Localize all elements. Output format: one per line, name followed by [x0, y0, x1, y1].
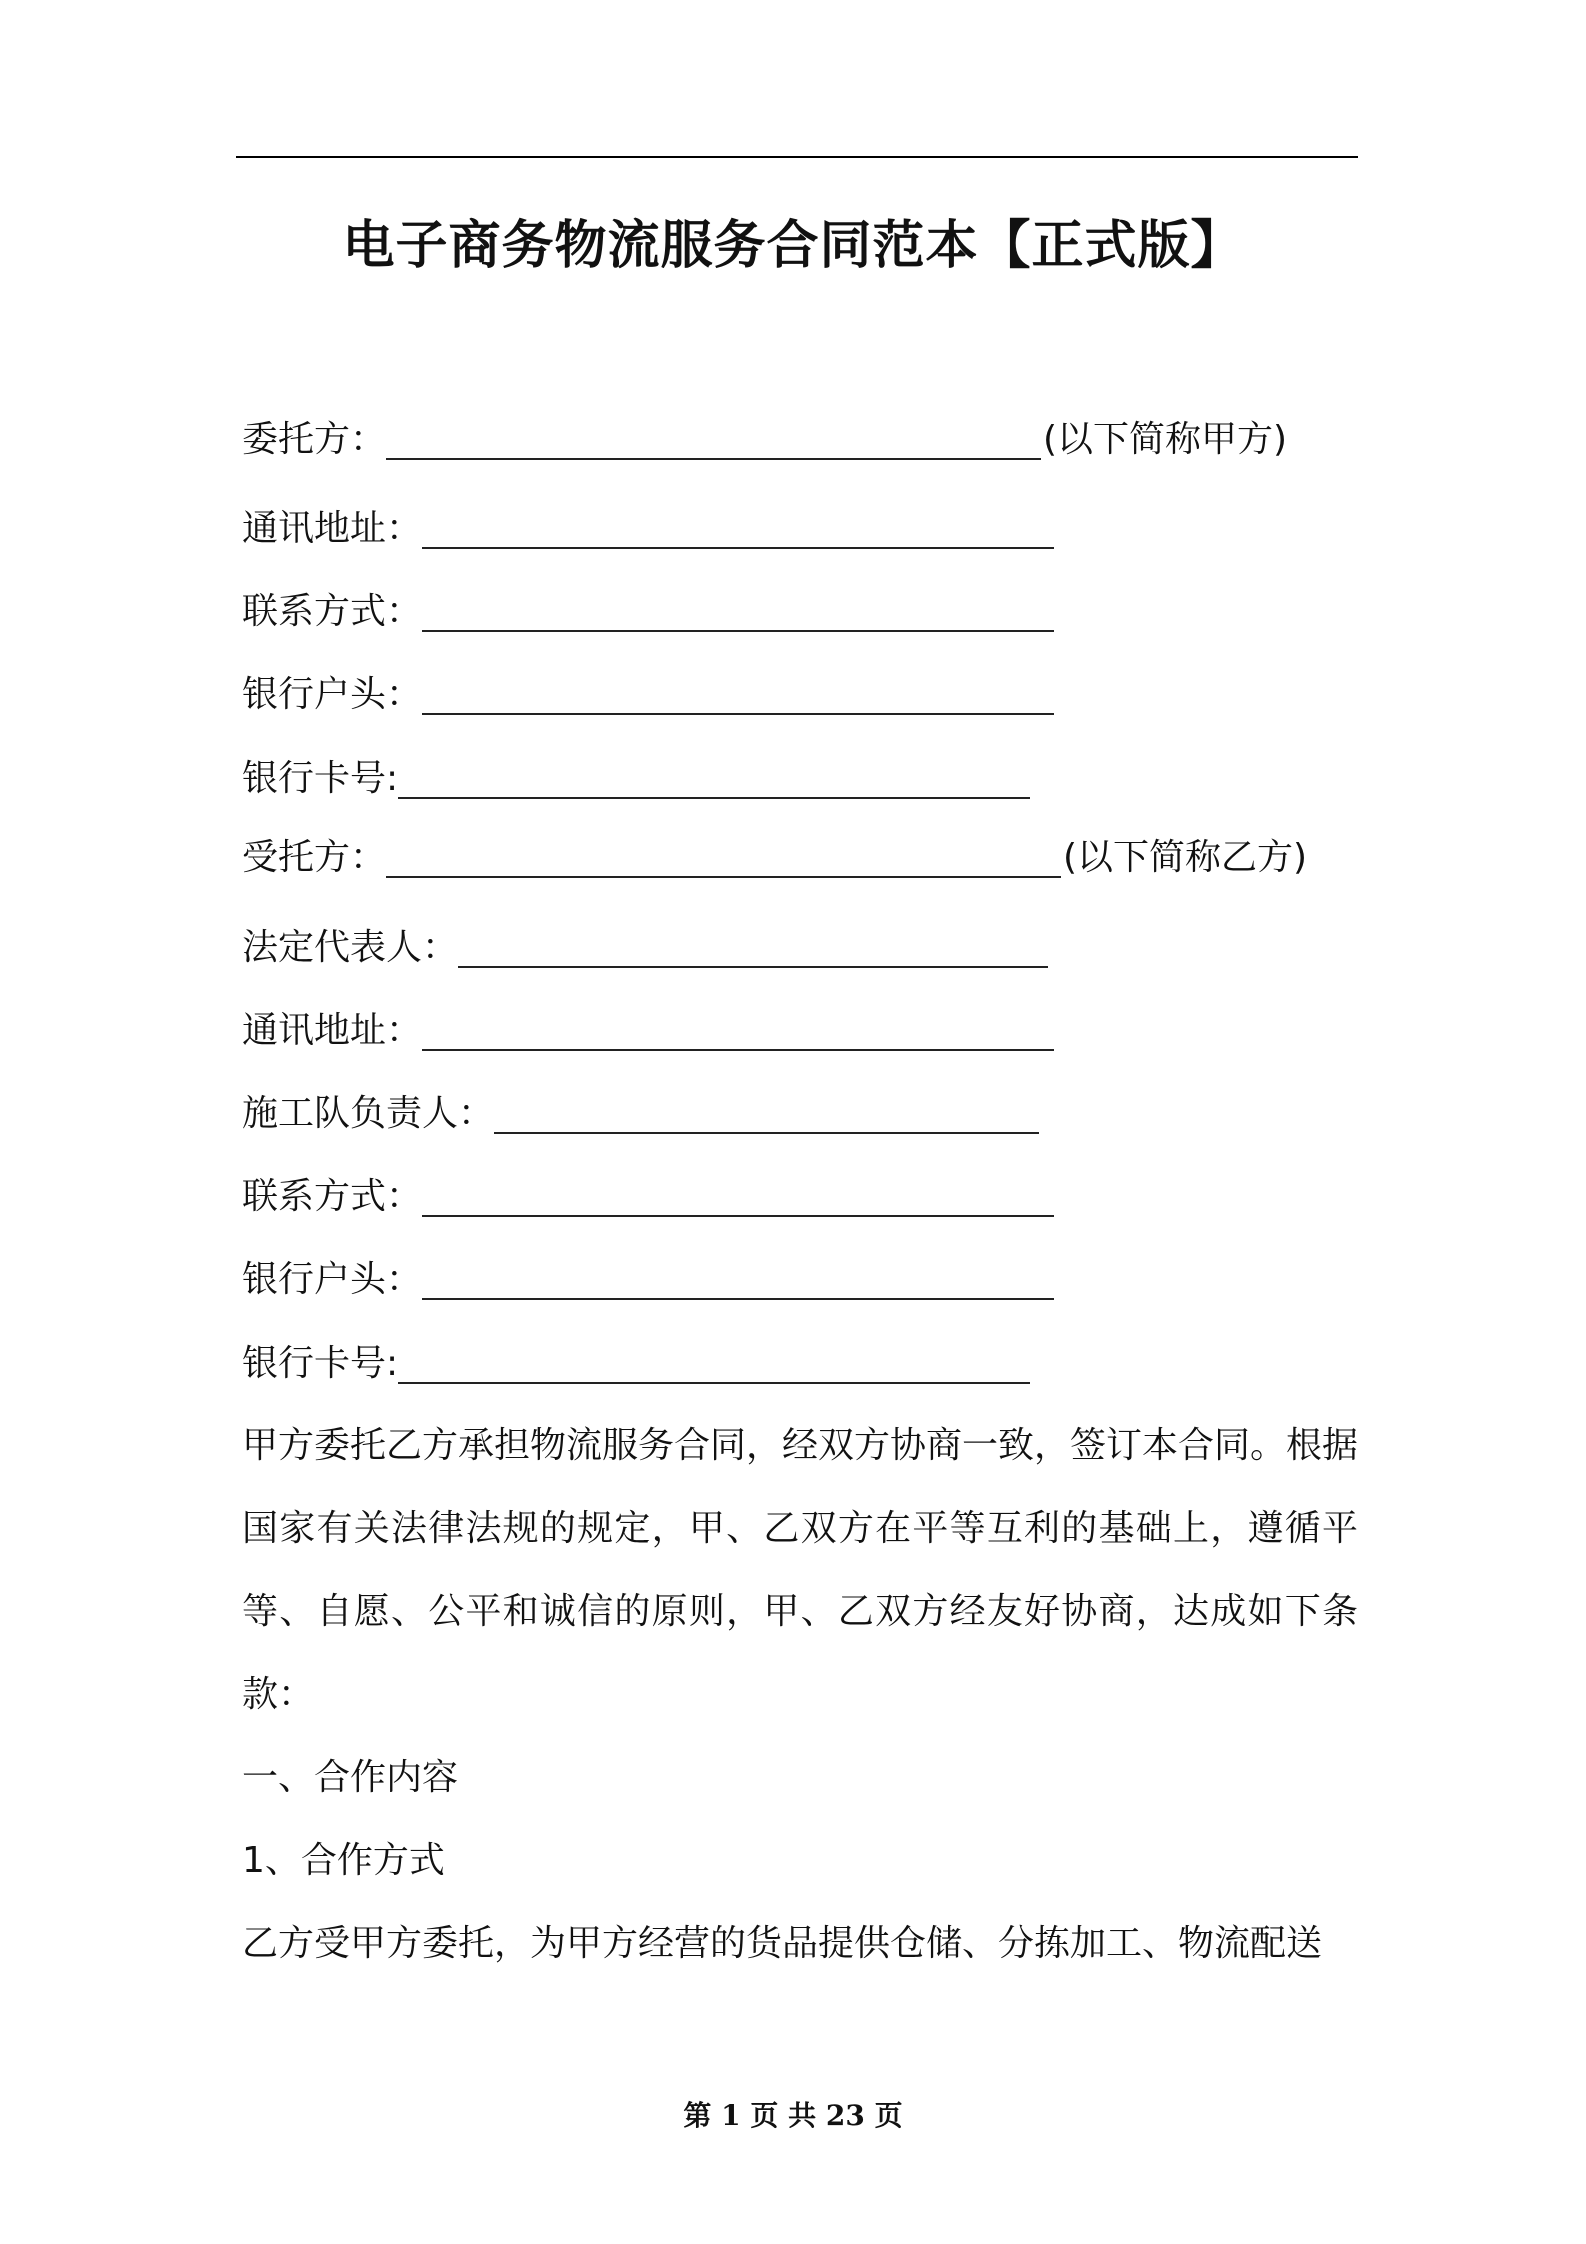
- client-blank[interactable]: [386, 418, 1041, 460]
- team-leader-field: [242, 1088, 1039, 1140]
- page-footer: [0, 2094, 1586, 2134]
- footer-prefix: 第: [683, 2099, 712, 2132]
- party-b-contact-field: [242, 1171, 1054, 1223]
- party-b-bank-name-blank[interactable]: [422, 1258, 1054, 1300]
- party-a-contact-label: 联系方式：: [242, 591, 423, 632]
- footer-middle: 页 共: [750, 2099, 817, 2132]
- trustee-blank[interactable]: [386, 836, 1061, 878]
- footer-page-number: 1: [721, 2099, 741, 2132]
- document-title: 电子商务物流服务合同范本【正式版】: [342, 216, 1244, 276]
- party-a-contact-field: [242, 586, 1054, 638]
- subsection-1-heading: 1、合作方式: [242, 1840, 445, 1881]
- trustee-field: [242, 832, 1307, 884]
- header-rule: [236, 156, 1358, 158]
- party-b-bank-card-blank[interactable]: [398, 1342, 1030, 1384]
- legal-rep-label: 法定代表人：: [242, 927, 459, 968]
- subsection-1-text: 乙方受甲方委托，为甲方经营的货品提供仓储、分拣加工、物流配送: [242, 1923, 1323, 1964]
- trustee-suffix: (以下简称乙方): [1063, 837, 1308, 878]
- party-a-bank-name-field: [242, 669, 1054, 721]
- intro-paragraph: 甲方委托乙方承担物流服务合同，经双方协商一致，签订本合同。根据国家有关法律法规的规定，甲、乙双方在平等互利的基础上，遵循平等、自愿、公平和诚信的原则，甲、乙双方经友好协商，达成如下条款：: [242, 1425, 1359, 1715]
- party-b-contact-blank[interactable]: [422, 1175, 1054, 1217]
- party-a-bank-card-label: 银行卡号:: [242, 758, 399, 799]
- party-b-bank-card-field: [242, 1338, 1030, 1390]
- party-a-bank-card-blank[interactable]: [398, 757, 1030, 799]
- party-b-address-field: [242, 1005, 1054, 1057]
- party-a-address-blank[interactable]: [422, 507, 1054, 549]
- client-suffix: (以下简称甲方): [1043, 419, 1288, 460]
- legal-rep-blank[interactable]: [458, 926, 1048, 968]
- party-a-bank-name-label: 银行户头：: [242, 674, 423, 715]
- party-b-bank-card-label: 银行卡号:: [242, 1343, 399, 1384]
- party-a-contact-blank[interactable]: [422, 590, 1054, 632]
- client-field: [242, 414, 1287, 466]
- party-a-address-field: [242, 503, 1054, 555]
- footer-suffix: 页: [874, 2099, 903, 2132]
- party-b-bank-name-label: 银行户头：: [242, 1259, 423, 1300]
- legal-rep-field: [242, 922, 1048, 974]
- team-leader-blank[interactable]: [494, 1092, 1039, 1134]
- section-1-heading: 一、合作内容: [242, 1757, 459, 1798]
- party-a-bank-card-field: [242, 753, 1030, 805]
- footer-page-total: 23: [825, 2099, 865, 2132]
- party-a-bank-name-blank[interactable]: [422, 673, 1054, 715]
- party-a-address-label: 通讯地址：: [242, 508, 423, 549]
- team-leader-label: 施工队负责人：: [242, 1093, 495, 1134]
- client-label: 委托方：: [242, 419, 387, 460]
- trustee-label: 受托方：: [242, 837, 387, 878]
- party-b-bank-name-field: [242, 1254, 1054, 1306]
- party-b-address-blank[interactable]: [422, 1009, 1054, 1051]
- party-b-address-label: 通讯地址：: [242, 1010, 423, 1051]
- party-b-contact-label: 联系方式：: [242, 1176, 423, 1217]
